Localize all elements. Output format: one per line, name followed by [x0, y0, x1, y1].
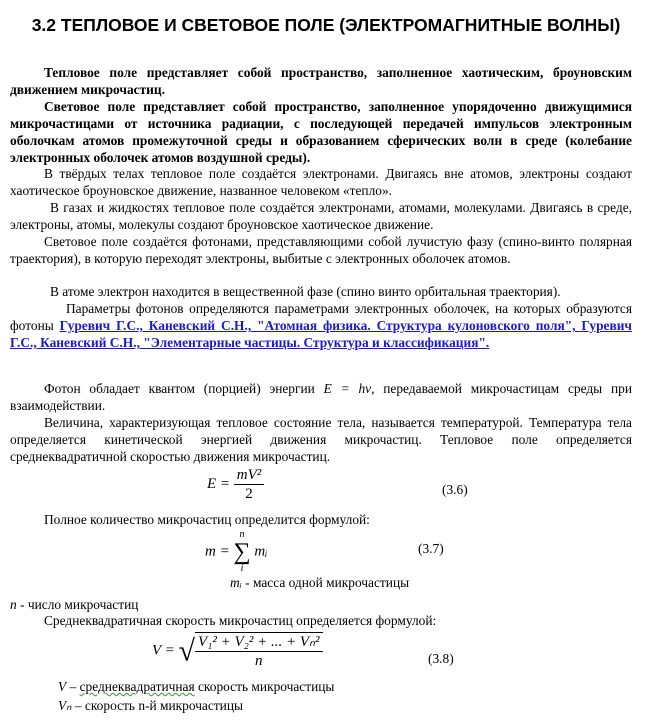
symbol-vn: Vₙ	[58, 698, 72, 713]
definition-text: –	[66, 679, 80, 694]
paragraph-text: Среднеквадратичная скорость микрочастиц определяется формулой:	[44, 613, 437, 628]
paragraph-text: В твёрдых телах тепловое поле создаётся электронами. Двигаясь вне атомов, электроны создают хаотическое броуновское движение, названное человеком «тепло».	[10, 166, 632, 198]
paragraph-text: Световое поле создаётся фотонами, представляющими собой лучистую фазу (спино-винто полярная траектория), в которую переходят электроны, выбитые с электронных оболочек атомов.	[10, 234, 632, 266]
paragraph-solids	[10, 165, 632, 199]
equation-fraction	[195, 633, 323, 670]
equation-3-8	[152, 632, 323, 670]
section-heading: 3.2 ТЕПЛОВОЕ И СВЕТОВОЕ ПОЛЕ (ЭЛЕКТРОМАГНИТНЫЕ ВОЛНЫ)	[31, 15, 621, 35]
fraction-denominator: n	[254, 653, 263, 669]
sqrt-icon: √	[178, 634, 195, 668]
paragraph-thermal-field	[10, 64, 632, 98]
paragraph-text: Параметры фотонов определяются параметрами электронных оболочек, на которых образуются фотоны	[10, 301, 632, 333]
paragraph-text: Тепловое поле представляет собой пространство, заполненное хаотическим, броуновским движением микрочастиц.	[10, 65, 632, 97]
paragraph-gases-liquids	[10, 199, 632, 233]
paragraph-text: Полное количество микрочастиц определится формулой:	[44, 512, 370, 527]
equation-fraction	[234, 466, 265, 503]
paragraph-photon-energy	[10, 380, 632, 414]
sum-operator	[233, 530, 250, 574]
definition-nth-velocity	[58, 697, 243, 714]
paragraph-text: В газах и жидкостях тепловое поле создаётся электронами, атомами, молекулами. Двигаясь в среде, электроны, атомы, молекулы создают броуновское хаотическое движение.	[10, 200, 632, 232]
definition-count	[10, 596, 138, 613]
equation-number: (3.6)	[442, 482, 468, 497]
sum-lower-limit: i	[240, 563, 244, 574]
definition-rms-velocity	[58, 678, 334, 695]
equation-3-7	[205, 530, 268, 574]
definition-text: - число микрочастиц	[16, 597, 139, 612]
paragraph-text: В атоме электрон находится в вещественной фазе (спино винто орбитальная траектория).	[50, 284, 561, 299]
paragraph-electron-phase	[10, 283, 632, 300]
equation-number: (3.7)	[418, 541, 444, 556]
paragraph-text: Величина, характеризующая тепловое состояние тела, называется температурой. Температура тела определяется кинетической энергией движения микрочастиц. Тепловое поле определяется среднеквадратичной скоростью движения микрочастиц.	[10, 415, 632, 464]
symbol-n: n	[10, 597, 17, 612]
equation-lhs: E =	[207, 475, 231, 492]
equation-lhs: m =	[205, 543, 230, 560]
paragraph-text: , передаваемой микрочастицам среды при взаимодействии.	[10, 381, 632, 413]
paragraph-light-field	[10, 98, 632, 166]
fraction-numerator: V₁² + V₂² + ... + Vₙ²	[195, 633, 323, 652]
symbol-mi: mᵢ	[230, 575, 242, 590]
paragraph-photons	[10, 233, 632, 267]
energy-formula: E = hν	[323, 381, 372, 396]
paragraph-text: Световое поле представляет собой пространство, заполненное упорядоченно движущимися микрочастицами от источника радиации, с последующей передачей импульсов электронным оболочкам атомов промежуточной среды и образованием сферических волн в среде (колебание электронных оболочек атомов воздушной среды).	[10, 99, 632, 165]
paragraph-temperature	[10, 414, 632, 465]
equation-lhs: V =	[152, 642, 175, 659]
paragraph-photon-parameters	[10, 300, 632, 351]
fraction-denominator: 2	[245, 486, 253, 502]
fraction-numerator: mV²	[234, 466, 265, 485]
definition-text: – скорость n-й микрочастицы	[71, 698, 244, 713]
reference-link[interactable]: Гуревич Г.С., Каневский С.Н., "Атомная физика. Структура кулоновского поля", Гуревич Г.С., Каневский С.Н., "Элементарные частицы. Структура и классификация".	[10, 318, 632, 350]
radicand	[195, 632, 323, 670]
definition-text: скорость микрочастицы	[194, 679, 335, 694]
definition-text: - масса одной микрочастицы	[241, 575, 410, 590]
paragraph-total-count	[10, 511, 632, 528]
sum-upper-limit: n	[239, 529, 245, 540]
sum-term: mᵢ	[254, 543, 268, 560]
paragraph-text: Фотон обладает квантом (порцией) энергии	[44, 381, 315, 396]
sigma-symbol: ∑	[233, 539, 251, 565]
symbol-v: V	[58, 679, 67, 694]
paragraph-rms-velocity	[10, 612, 632, 629]
definition-mass	[230, 574, 409, 591]
spellcheck-underlined-word: среднеквадратичная	[79, 679, 195, 694]
equation-3-6	[207, 466, 264, 503]
equation-number: (3.8)	[428, 651, 454, 666]
